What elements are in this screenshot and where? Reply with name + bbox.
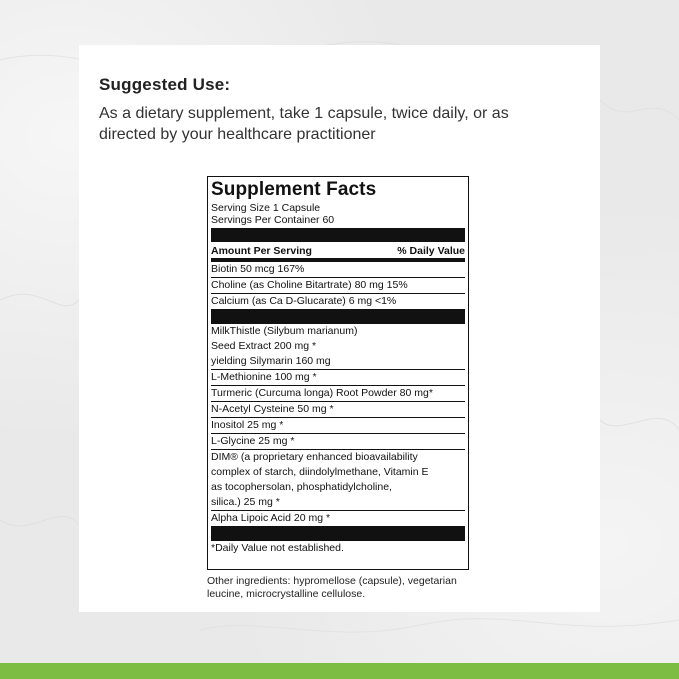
facts-row: N-Acetyl Cysteine 50 mg *	[211, 401, 465, 417]
serving-size: Serving Size 1 Capsule	[211, 202, 321, 214]
accent-green-bar	[0, 663, 679, 679]
facts-row: L-Glycine 25 mg *	[211, 433, 465, 449]
divider-bar	[211, 526, 465, 541]
facts-row-line: silica.) 25 mg *	[211, 496, 280, 508]
servings-per-container: Servings Per Container 60	[211, 214, 335, 226]
facts-row: Choline (as Choline Bitartrate) 80 mg 15%	[211, 277, 465, 293]
other-ingredients-line: leucine, microcrystalline cellulose.	[207, 588, 366, 600]
other-ingredients	[207, 575, 497, 601]
divider-bar	[211, 309, 465, 324]
label-panel	[79, 45, 600, 612]
facts-row: Inositol 25 mg *	[211, 417, 465, 433]
facts-row-line: complex of starch, diindolylmethane, Vitamin E	[211, 466, 429, 478]
daily-value-header: % Daily Value	[397, 245, 465, 257]
other-ingredients-line: Other ingredients: hypromellose (capsule), vegetarian	[207, 575, 457, 587]
facts-row-line: yielding Silymarin 160 mg	[211, 355, 331, 367]
facts-row-line: DIM® (a proprietary enhanced bioavailability	[211, 449, 465, 465]
supplement-facts-panel	[207, 176, 469, 570]
facts-row-line: as tocophersolan, phosphatidylcholine,	[211, 481, 392, 493]
divider-bar	[211, 228, 465, 242]
facts-row: Calcium (as Ca D-Glucarate) 6 mg <1%	[211, 293, 465, 309]
amount-header-row	[211, 242, 465, 258]
facts-row-line: MilkThistle (Silybum marianum)	[211, 325, 358, 337]
facts-row: Turmeric (Curcuma longa) Root Powder 80 mg*	[211, 385, 465, 401]
facts-row: L-Methionine 100 mg *	[211, 369, 465, 385]
suggested-use-heading: Suggested Use:	[99, 75, 231, 94]
facts-row: Alpha Lipoic Acid 20 mg *	[211, 510, 465, 526]
supplement-facts-title: Supplement Facts	[211, 179, 377, 200]
facts-row: Biotin 50 mcg 167%	[211, 263, 305, 275]
daily-value-footnote: *Daily Value not established.	[211, 542, 344, 554]
suggested-use-text: As a dietary supplement, take 1 capsule, twice daily, or as directed by your healthcare practitioner	[99, 105, 509, 143]
facts-row-line: Seed Extract 200 mg *	[211, 340, 317, 352]
amount-per-serving-header: Amount Per Serving	[211, 245, 312, 257]
